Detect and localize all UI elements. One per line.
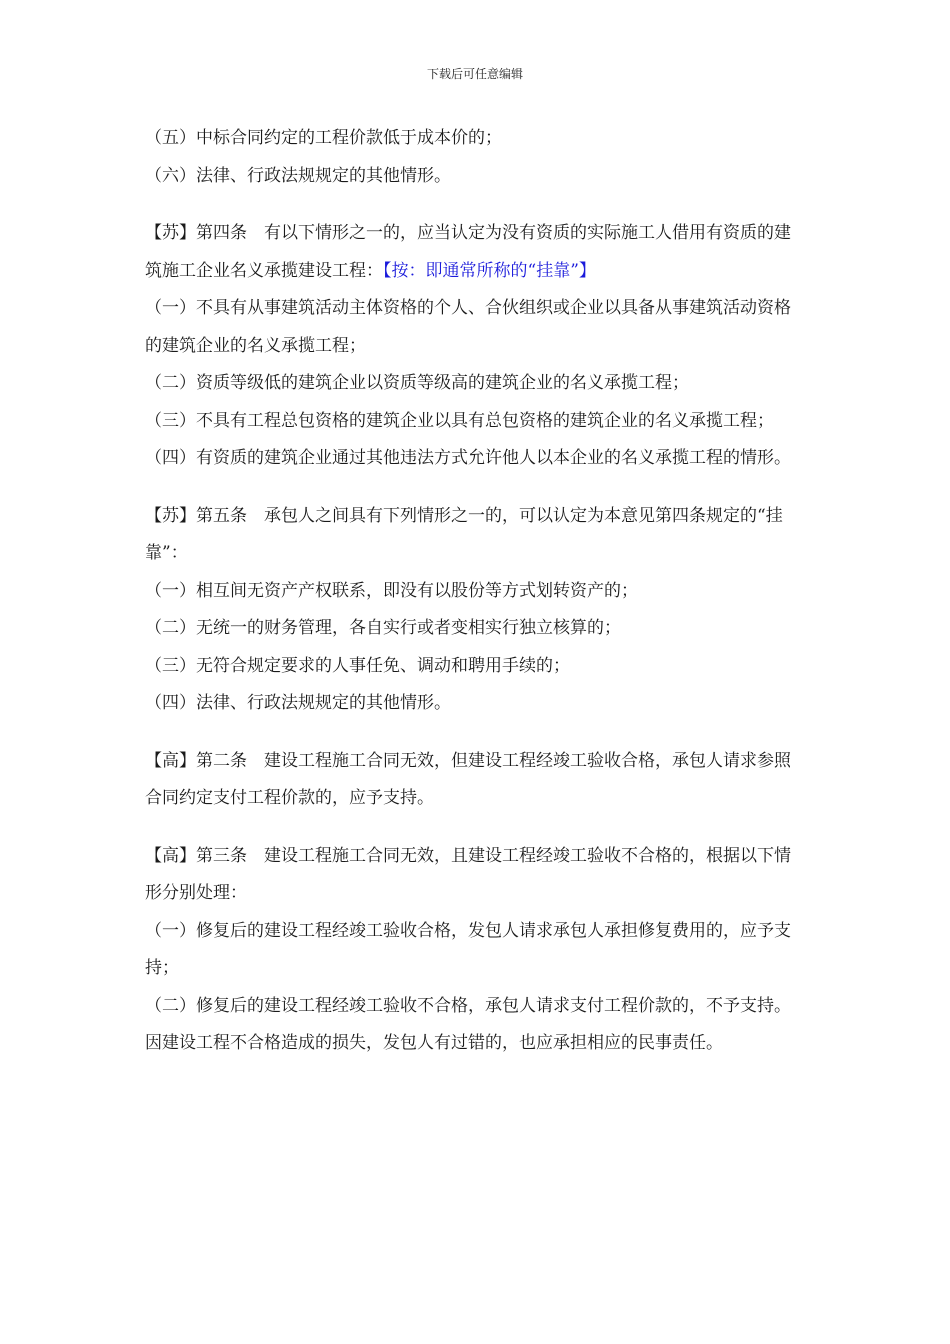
article-heading bbox=[145, 215, 805, 290]
clause-line: （一）不具有从事建筑活动主体资格的个人、合伙组织或企业以具备从事建筑活动资格的建筑企业的名义承揽工程； bbox=[145, 298, 791, 356]
clause-line: （三）不具有工程总包资格的建筑企业以具有总包资格的建筑企业的名义承揽工程； bbox=[145, 410, 774, 431]
article-heading: 【苏】第五条 承包人之间具有下列情形之一的，可以认定为本意见第四条规定的“挂靠”： bbox=[145, 505, 783, 563]
article-heading: 【高】第三条 建设工程施工合同无效，且建设工程经竣工验收不合格的，根据以下情形分别处理： bbox=[145, 845, 791, 903]
clause-line: （三）无符合规定要求的人事任免、调动和聘用手续的； bbox=[145, 655, 570, 676]
page-header: 下载后可任意编辑 bbox=[426, 67, 523, 81]
clause-line: （四）有资质的建筑企业通过其他违法方式允许他人以本企业的名义承揽工程的情形。 bbox=[145, 448, 791, 468]
paragraph-gap bbox=[145, 195, 805, 215]
clause-line: （二）资质等级低的建筑企业以资质等级高的建筑企业的名义承揽工程； bbox=[145, 373, 689, 393]
clause-line: （四）法律、行政法规规定的其他情形。 bbox=[145, 693, 451, 713]
clause-line: （一）修复后的建设工程经竣工验收合格，发包人请求承包人承担修复费用的，应予支持； bbox=[145, 920, 791, 978]
clause-line: （二）无统一的财务管理，各自实行或者变相实行独立核算的； bbox=[145, 618, 621, 638]
clause-line: （六）法律、行政法规规定的其他情形。 bbox=[145, 165, 451, 186]
clause-line: （二）修复后的建设工程经竣工验收不合格，承包人请求支付工程价款的，不予支持。 bbox=[145, 995, 791, 1016]
editor-note: 【按：即通常所称的“挂靠”】 bbox=[383, 260, 596, 281]
clause-line: （五）中标合同约定的工程价款低于成本价的； bbox=[145, 128, 502, 148]
paragraph-gap bbox=[145, 723, 805, 743]
clause-line: （一）相互间无资产产权联系，即没有以股份等方式划转资产的； bbox=[145, 580, 638, 601]
clause-line: 因建设工程不合格造成的损失，发包人有过错的，也应承担相应的民事责任。 bbox=[145, 1033, 723, 1053]
paragraph-gap bbox=[145, 818, 805, 838]
document-body bbox=[145, 120, 805, 1063]
article-heading: 【高】第二条 建设工程施工合同无效，但建设工程经竣工验收合格，承包人请求参照合同约定支付工程价款的，应予支持。 bbox=[145, 750, 791, 808]
paragraph-gap bbox=[145, 478, 805, 498]
article-text: 【苏】第四条 有以下情形之一的，应当认定为没有资质的实际施工人借用有资质的建筑施工企业名义承揽建设工程： bbox=[145, 223, 791, 281]
